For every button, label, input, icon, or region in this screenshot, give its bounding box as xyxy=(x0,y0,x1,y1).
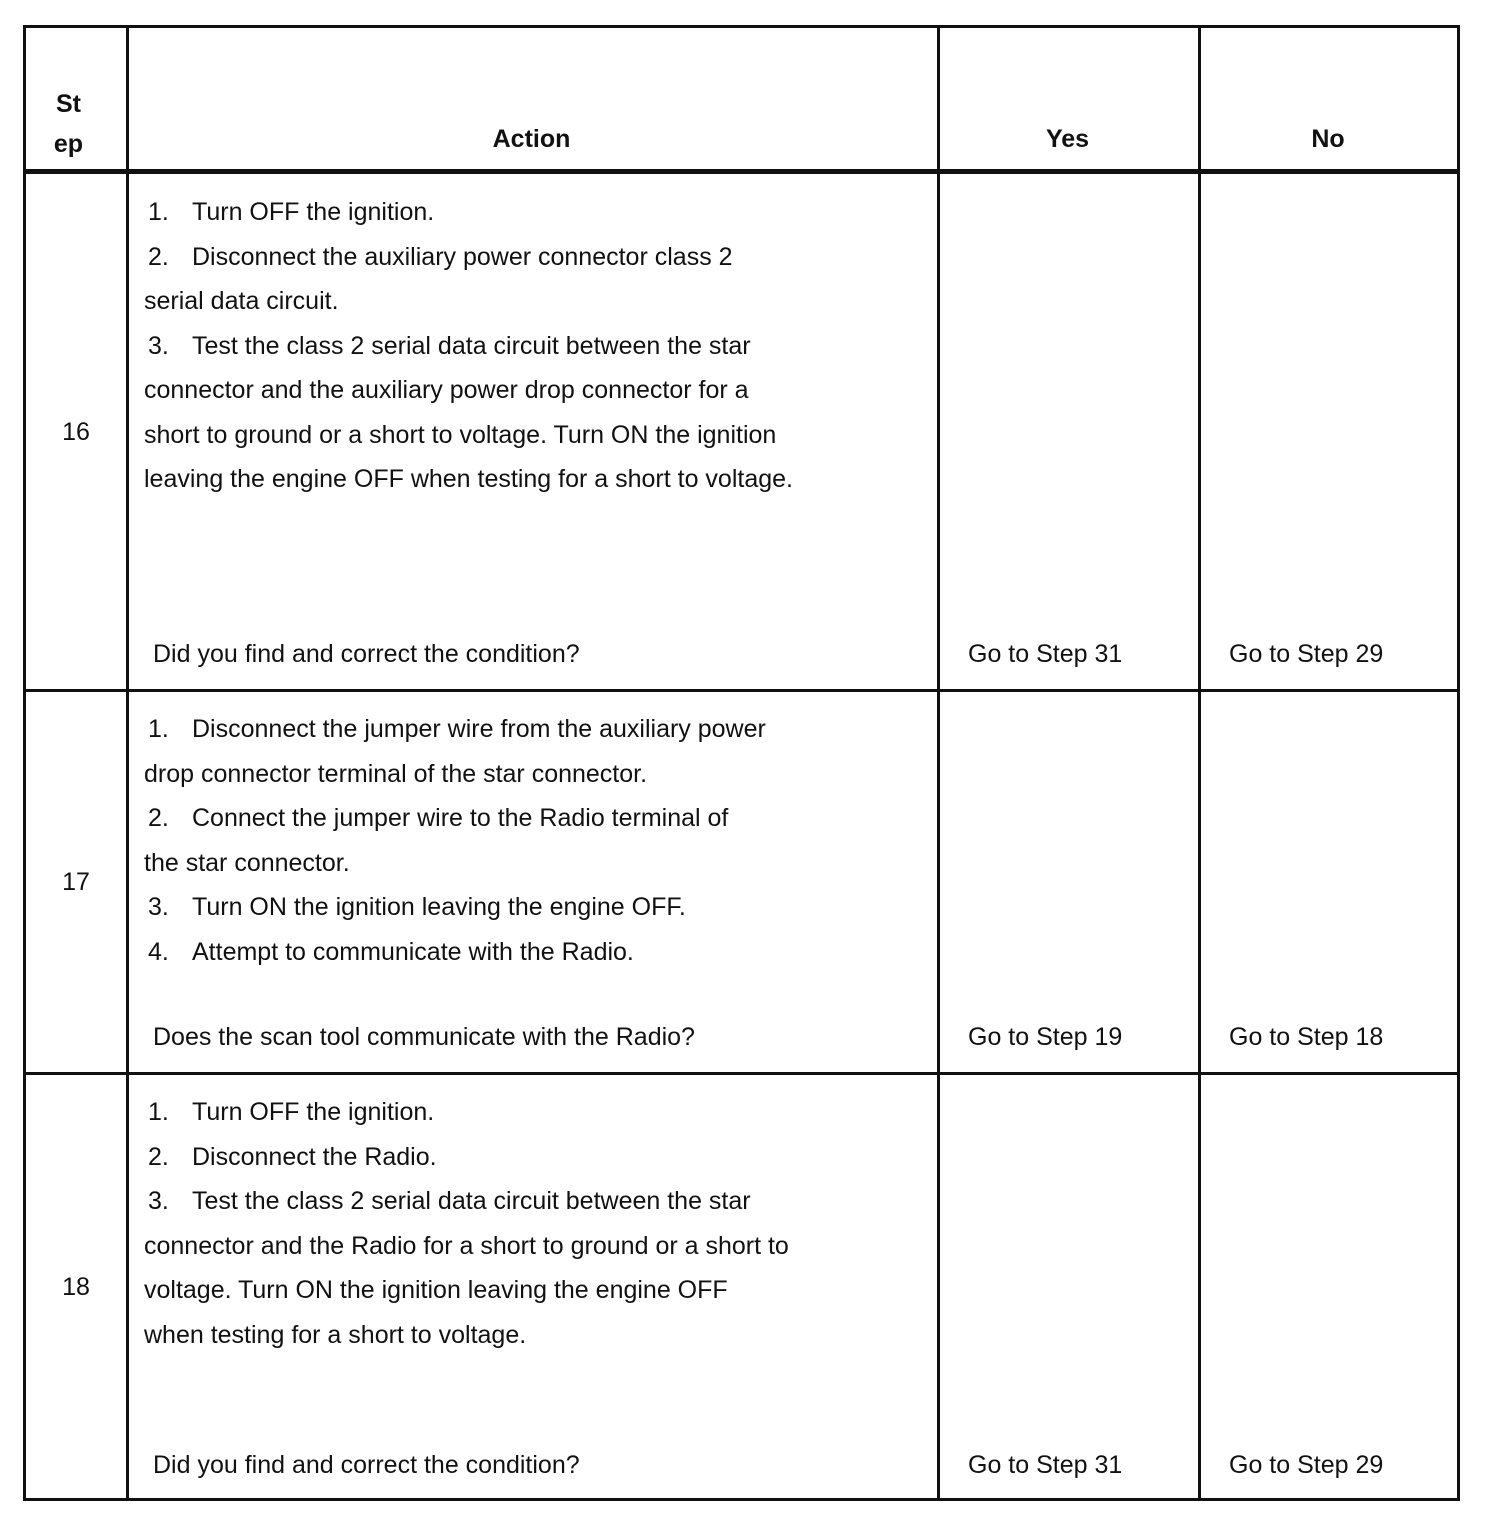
yes-result: Go to Step 31 xyxy=(968,640,1123,668)
no-result: Go to Step 18 xyxy=(1229,1023,1384,1051)
action-line: serial data circuit. xyxy=(144,287,339,315)
action-question: Did you find and correct the condition? xyxy=(153,1451,580,1479)
action-line: 2. Disconnect the auxiliary power connector class 2 xyxy=(148,242,733,271)
no-result: Go to Step 29 xyxy=(1229,640,1384,668)
header-step-line2: ep xyxy=(53,130,84,158)
column-divider xyxy=(1198,28,1201,1498)
header-divider xyxy=(26,169,1457,174)
action-line: voltage. Turn ON the ignition leaving the engine OFF xyxy=(144,1276,728,1304)
step-number: 16 xyxy=(62,418,90,446)
action-line: leaving the engine OFF when testing for a short to voltage. xyxy=(144,465,793,493)
header-yes: Yes xyxy=(1045,125,1090,153)
row-divider xyxy=(26,1072,1457,1075)
step-number: 17 xyxy=(62,868,90,896)
action-line: drop connector terminal of the star connector. xyxy=(144,759,648,788)
action-question: Does the scan tool communicate with the Radio? xyxy=(153,1023,695,1051)
action-steps xyxy=(144,190,944,502)
action-line: 3. Test the class 2 serial data circuit between the star xyxy=(148,1187,751,1215)
action-line: when testing for a short to voltage. xyxy=(144,1320,527,1349)
action-line: 1. Disconnect the jumper wire from the auxiliary power xyxy=(148,715,766,743)
action-line: the star connector. xyxy=(144,848,350,877)
action-steps xyxy=(144,707,944,974)
header-no: No xyxy=(1311,125,1345,153)
header-step xyxy=(26,84,111,164)
yes-result: Go to Step 31 xyxy=(968,1451,1123,1479)
action-line: short to ground or a short to voltage. Turn ON the ignition xyxy=(144,420,777,449)
action-line: 3. Turn ON the ignition leaving the engine OFF. xyxy=(148,893,686,921)
action-line: 2. Connect the jumper wire to the Radio terminal of xyxy=(148,804,729,832)
step-number: 18 xyxy=(62,1273,90,1301)
row-divider xyxy=(26,689,1457,692)
action-line: 1. Turn OFF the ignition. xyxy=(148,198,435,226)
action-line: 2. Disconnect the Radio. xyxy=(148,1142,437,1171)
column-divider xyxy=(126,28,129,1498)
diagnostic-table xyxy=(23,25,1460,1501)
action-question: Did you find and correct the condition? xyxy=(153,640,580,668)
header-action: Action xyxy=(492,125,571,153)
action-line: connector and the Radio for a short to ground or a short to xyxy=(144,1231,789,1260)
yes-result: Go to Step 19 xyxy=(968,1023,1123,1051)
action-line: 3. Test the class 2 serial data circuit between the star xyxy=(148,331,751,360)
action-line: 1. Turn OFF the ignition. xyxy=(148,1098,435,1126)
action-steps xyxy=(144,1090,944,1357)
no-result: Go to Step 29 xyxy=(1229,1451,1384,1479)
action-line: 4. Attempt to communicate with the Radio. xyxy=(148,937,634,966)
header-step-line1: St xyxy=(56,90,81,118)
action-line: connector and the auxiliary power drop connector for a xyxy=(144,376,749,404)
